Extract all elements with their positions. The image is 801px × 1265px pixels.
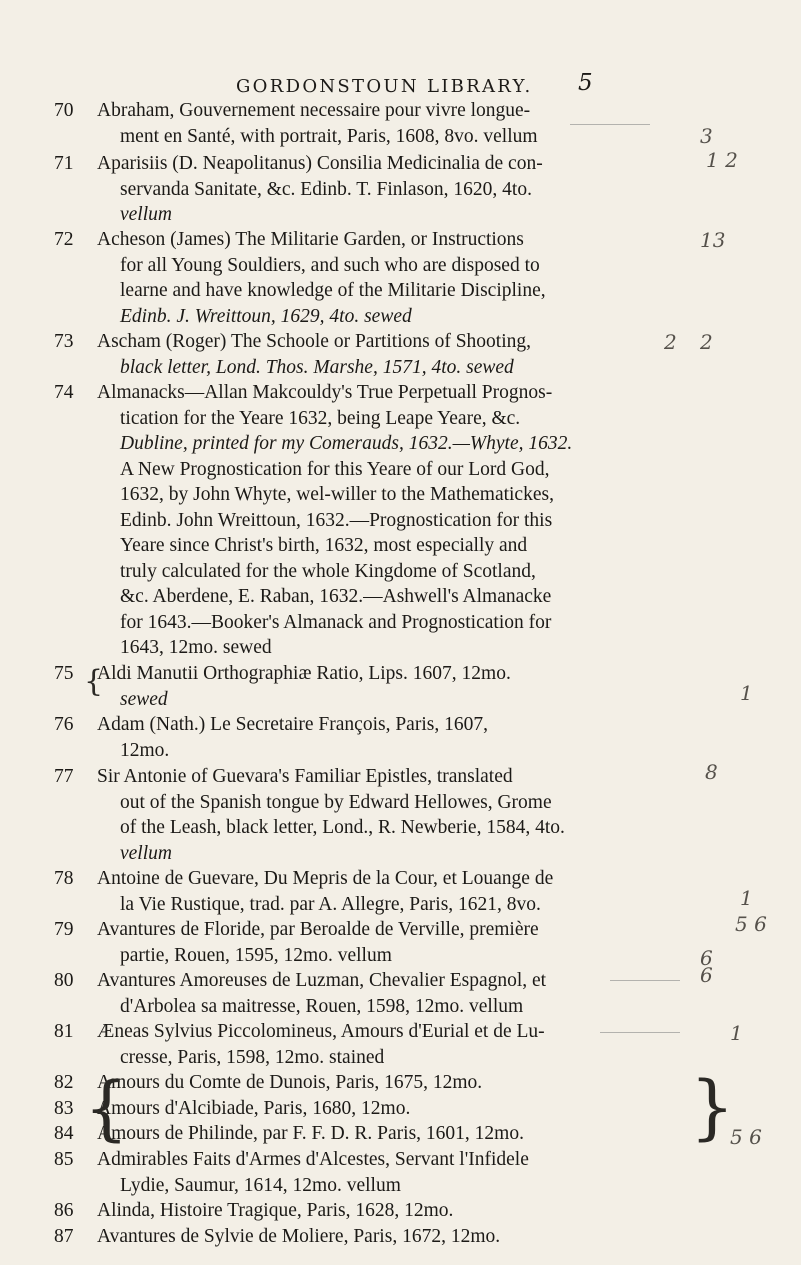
handwritten-price: 1	[730, 1021, 743, 1045]
entry-line: A New Prognostication for this Yeare of our Lord God,	[120, 459, 550, 480]
entry-line: Aparisiis (D. Neapolitanus) Consilia Medicinalia de con-	[97, 153, 543, 174]
entry-line: of the Leash, black letter, Lond., R. Newberie, 1584, 4to.	[120, 817, 565, 838]
entry-line: Abraham, Gouvernement necessaire pour vivre longue-	[97, 100, 531, 121]
entry-line: vellum	[120, 843, 172, 864]
entry-line: Lydie, Saumur, 1614, 12mo. vellum	[120, 1175, 401, 1196]
entry-line: cresse, Paris, 1598, 12mo. stained	[120, 1047, 385, 1068]
page-title: GORDONSTOUN LIBRARY.	[236, 76, 533, 97]
handwritten-price: 2	[664, 330, 677, 354]
entry-line: Acheson (James) The Militarie Garden, or Instructions	[97, 229, 524, 250]
entry-line: truly calculated for the whole Kingdome of Scotland,	[120, 561, 536, 582]
entry-line: servanda Sanitate, &c. Edinb. T. Finlason, 1620, 4to.	[120, 179, 532, 200]
entry-line: partie, Rouen, 1595, 12mo. vellum	[120, 945, 392, 966]
handwritten-price: 5 6	[730, 1125, 762, 1149]
entry-number: 74	[54, 382, 74, 403]
entry-line: Almanacks—Allan Makcouldy's True Perpetuall Prognos-	[97, 382, 553, 403]
handwritten-price: 3	[700, 124, 713, 148]
entry-line: 1643, 12mo. sewed	[120, 637, 272, 658]
entry-number: 76	[54, 714, 74, 735]
entry-line: Aldi Manutii Orthographiæ Ratio, Lips. 1607, 12mo.	[97, 663, 511, 684]
entry-line: ment en Santé, with portrait, Paris, 1608, 8vo. vellum	[120, 126, 538, 147]
entry-line: la Vie Rustique, trad. par A. Allegre, Paris, 1621, 8vo.	[120, 894, 541, 915]
entry-line: black letter, Lond. Thos. Marshe, 1571, 4to. sewed	[120, 357, 514, 378]
entry-line: Avantures de Floride, par Beroalde de Verville, première	[97, 919, 539, 940]
entry-number: 75	[54, 663, 74, 684]
entry-line: d'Arbolea sa maitresse, Rouen, 1598, 12mo. vellum	[120, 996, 524, 1017]
entry-line: &c. Aberdene, E. Raban, 1632.—Ashwell's Almanacke	[120, 586, 552, 607]
grouping-brace: }	[690, 1066, 735, 1148]
price-leader	[570, 124, 650, 125]
entry-number: 82	[54, 1072, 74, 1093]
entry-line: sewed	[120, 689, 168, 710]
entry-line: Avantures de Sylvie de Moliere, Paris, 1672, 12mo.	[97, 1226, 501, 1247]
handwritten-price: 6	[700, 946, 713, 970]
handwritten-price: 8	[705, 760, 718, 784]
entry-line: tication for the Yeare 1632, being Leape Yeare, &c.	[120, 408, 521, 429]
entry-line: Amours d'Alcibiade, Paris, 1680, 12mo.	[97, 1098, 411, 1119]
entry-line: Adam (Nath.) Le Secretaire François, Paris, 1607,	[97, 714, 488, 735]
entry-number: 80	[54, 970, 74, 991]
entry-line: Ascham (Roger) The Schoole or Partitions of Shooting,	[97, 331, 531, 352]
page-number: 5	[578, 70, 593, 96]
entry-line: Edinb. J. Wreittoun, 1629, 4to. sewed	[120, 306, 412, 327]
entry-number: 86	[54, 1200, 74, 1221]
entry-number: 83	[54, 1098, 74, 1119]
entry-line: Amours du Comte de Dunois, Paris, 1675, 12mo.	[97, 1072, 483, 1093]
entry-line: Admirables Faits d'Armes d'Alcestes, Servant l'Infidele	[97, 1149, 529, 1170]
grouping-brace: {	[84, 1067, 129, 1149]
entry-number: 71	[54, 153, 74, 174]
entry-line: Dubline, printed for my Comerauds, 1632.—Whyte, 1632.	[120, 433, 573, 454]
handwritten-price: 1 2	[706, 148, 738, 172]
price-leader	[600, 1032, 680, 1033]
handwritten-price: 1	[740, 886, 753, 910]
entry-number: 70	[54, 100, 74, 121]
entry-number: 87	[54, 1226, 74, 1247]
entry-line: vellum	[120, 204, 172, 225]
entry-number: 85	[54, 1149, 74, 1170]
entry-line: Alinda, Histoire Tragique, Paris, 1628, 12mo.	[97, 1200, 454, 1221]
entry-number: 81	[54, 1021, 74, 1042]
entry-number: 78	[54, 868, 74, 889]
handwritten-price: 5 6	[735, 912, 767, 936]
entry-number: 84	[54, 1123, 74, 1144]
entry-number: 72	[54, 229, 74, 250]
entry-number: 79	[54, 919, 74, 940]
entry-line: for all Young Souldiers, and such who are disposed to	[120, 255, 540, 276]
handwritten-price: 6	[700, 963, 713, 987]
entry-line: Amours de Philinde, par F. F. D. R. Paris, 1601, 12mo.	[97, 1123, 524, 1144]
entry-line: 1632, by John Whyte, wel-willer to the Mathematickes,	[120, 484, 554, 505]
entry-line: 12mo.	[120, 740, 170, 761]
entry-line: for 1643.—Booker's Almanack and Prognostication for	[120, 612, 552, 633]
entry-line: Æneas Sylvius Piccolomineus, Amours d'Eurial et de Lu-	[97, 1021, 545, 1042]
entry-line: Avantures Amoreuses de Luzman, Chevalier Espagnol, et	[97, 970, 547, 991]
entry-line: learne and have knowledge of the Militarie Discipline,	[120, 280, 546, 301]
handwritten-price: 2	[700, 330, 713, 354]
entry-number: 73	[54, 331, 74, 352]
entry-line: Antoine de Guevare, Du Mepris de la Cour, et Louange de	[97, 868, 554, 889]
entry-line: out of the Spanish tongue by Edward Hellowes, Grome	[120, 792, 552, 813]
price-leader	[610, 980, 680, 981]
entry-line: Yeare since Christ's birth, 1632, most especially and	[120, 535, 528, 556]
handwritten-price: 13	[700, 228, 726, 252]
grouping-brace: {	[84, 664, 104, 699]
entry-line: Sir Antonie of Guevara's Familiar Epistles, translated	[97, 766, 513, 787]
entry-number: 77	[54, 766, 74, 787]
handwritten-price: 1	[740, 681, 753, 705]
entry-line: Edinb. John Wreittoun, 1632.—Prognostication for this	[120, 510, 553, 531]
